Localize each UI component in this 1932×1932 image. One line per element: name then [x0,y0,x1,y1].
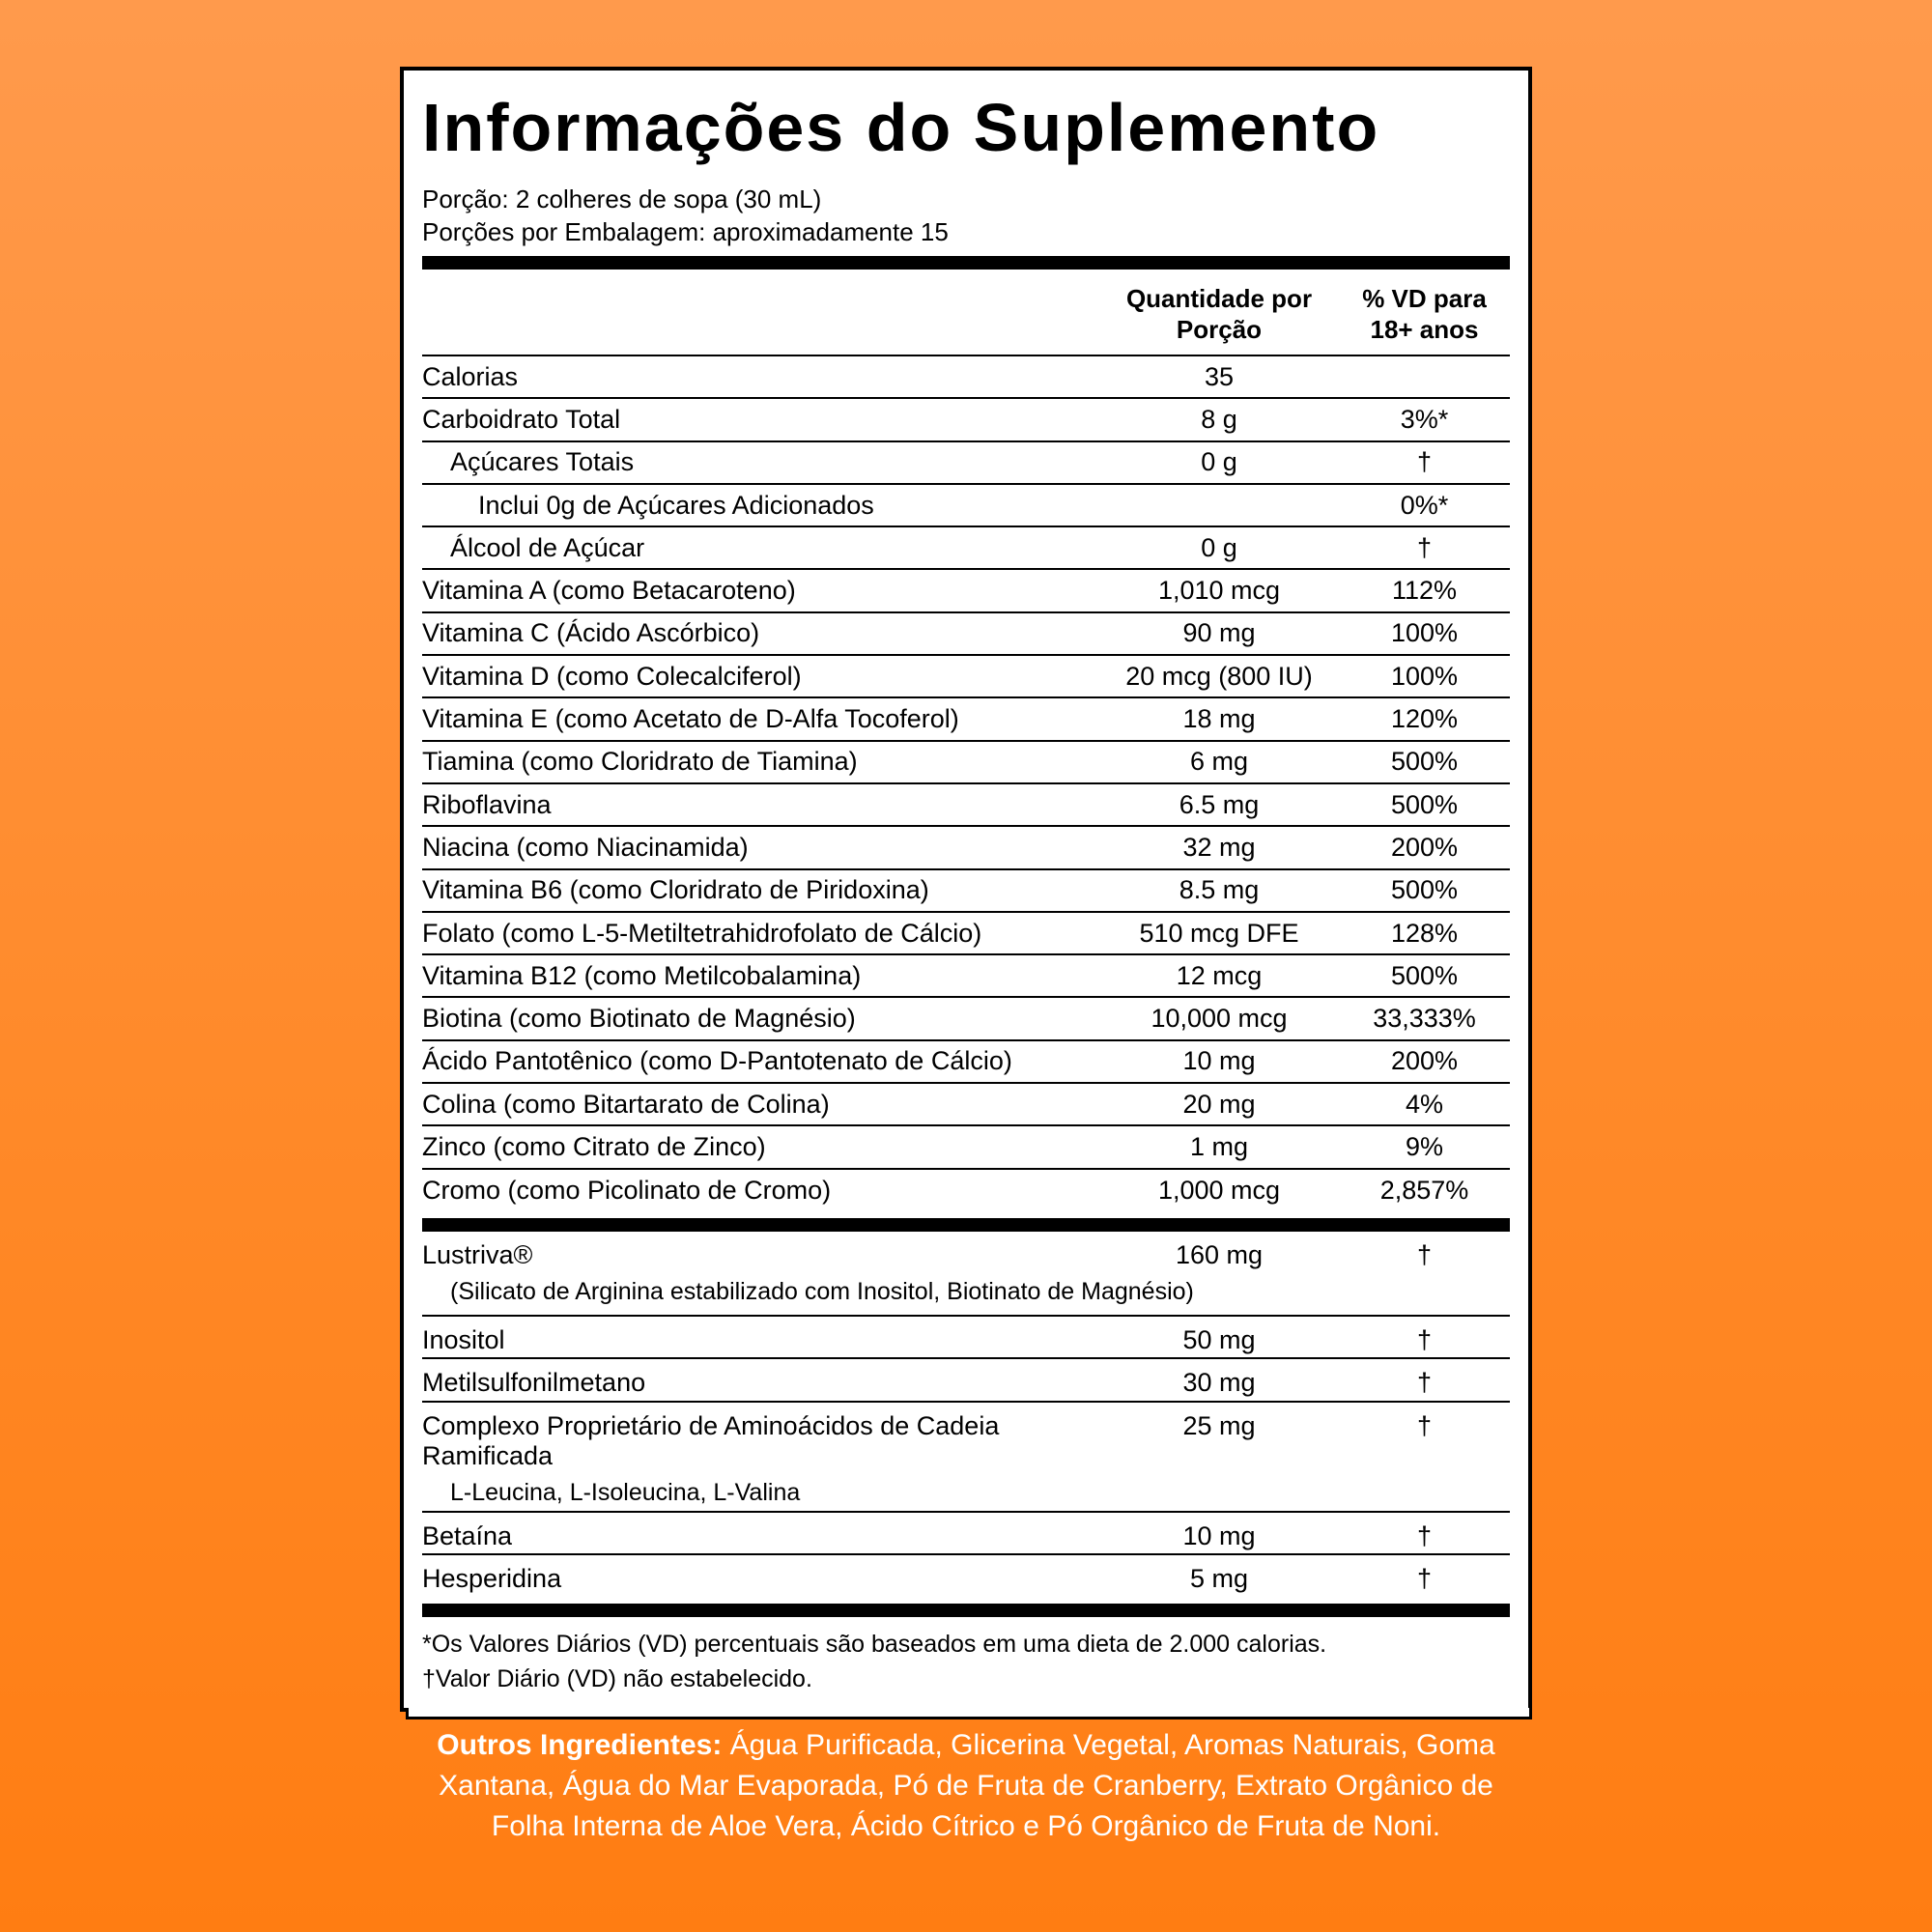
blend-dv: † [1416,1239,1433,1269]
nutrient-amount: 10 mg [1182,1046,1256,1076]
nutrient-amount: 8 g [1201,404,1237,434]
divider-thick [422,1604,1510,1617]
nutrient-table [422,356,1510,1212]
blend-name: Hesperidina [422,1563,562,1593]
nutrient-amount: 10,000 mcg [1151,1004,1288,1034]
nutrient-row [422,698,1510,741]
nutrient-dv: 500% [1390,789,1459,819]
nutrient-dv: 100% [1390,618,1459,648]
nutrient-name: Vitamina A (como Betacaroteno) [422,576,796,606]
nutrient-dv: 200% [1390,1046,1459,1076]
nutrient-amount: 1,000 mcg [1157,1176,1281,1206]
nutrient-name: Inclui 0g de Açúcares Adicionados [478,490,874,520]
blend-amount: 160 mg [1175,1239,1264,1269]
nutrient-name: Álcool de Açúcar [450,532,645,562]
blend-name-cell [422,1368,1103,1398]
nutrient-row [422,356,1510,399]
blend-dv: † [1416,1410,1433,1440]
nutrient-amount: 1,010 mcg [1157,576,1281,606]
header-amount-line1: Quantidade por [1125,284,1313,313]
nutrient-amount: 20 mcg (800 IU) [1125,661,1313,691]
blend-subtext: L-Leucina, L-Isoleucina, L-Valina [450,1478,801,1506]
nutrient-row [422,913,1510,955]
nutrient-name: Vitamina E (como Acetato de D-Alfa Tocoferol) [422,704,959,734]
nutrient-dv: 120% [1390,704,1459,734]
blend-name-cell [422,1239,1194,1306]
footnotes [422,1627,1510,1696]
nutrient-amount: 6 mg [1189,747,1249,777]
blend-amount: 50 mg [1182,1324,1256,1354]
nutrient-dv: 112% [1391,576,1458,606]
nutrient-name: Colina (como Bitartarato de Colina) [422,1089,830,1119]
nutrient-amount: 12 mcg [1176,960,1263,990]
nutrient-amount: 90 mg [1182,618,1256,648]
blend-name-cell [422,1411,1103,1507]
nutrient-name: Niacina (como Niacinamida) [422,832,749,862]
nutrient-amount: 0 g [1201,532,1237,562]
blend-dv: † [1416,1368,1433,1398]
nutrient-row [422,570,1510,612]
nutrient-row [422,742,1510,784]
serving-info [422,183,1510,248]
servings-per-container: Porções por Embalagem: aproximadamente 15 [422,217,949,246]
nutrient-amount: 6.5 mg [1179,789,1260,819]
header-amount-line2: Porção [1176,315,1263,344]
header-dv-line1: % VD para [1362,284,1487,313]
blend-name-cell [422,1325,1103,1355]
blend-name: Lustriva® [422,1239,533,1269]
panel-title: Informações do Suplemento [422,90,1380,165]
nutrient-dv: 200% [1390,832,1459,862]
table-header [422,270,1510,356]
nutrient-dv: 100% [1390,661,1459,691]
nutrient-dv: 0%* [1400,490,1449,520]
blend-name: Complexo Proprietário de Aminoácidos de Cadeia Ramificada [422,1410,1000,1470]
nutrient-amount: 32 mg [1182,832,1256,862]
blend-table [422,1232,1510,1598]
blend-name: Betaína [422,1520,513,1550]
nutrient-amount: 1 mg [1189,1131,1249,1161]
nutrient-amount: 0 g [1201,447,1237,477]
nutrient-name: Calorias [422,361,519,391]
nutrient-name: Cromo (como Picolinato de Cromo) [422,1176,832,1206]
divider-thick [422,1218,1510,1232]
nutrient-name: Vitamina B12 (como Metilcobalamina) [422,960,862,990]
blend-row [422,1232,1510,1317]
blend-row [422,1403,1510,1513]
nutrient-row [422,656,1510,698]
nutrient-name: Carboidrato Total [422,404,621,434]
serving-size: Porção: 2 colheres de sopa (30 mL) [422,185,822,213]
nutrient-amount: 18 mg [1182,704,1256,734]
blend-name-cell [422,1564,1103,1594]
nutrient-name: Açúcares Totais [450,447,635,477]
nutrient-dv: † [1416,532,1433,562]
nutrient-dv: 128% [1390,918,1459,948]
divider-thick [422,256,1510,270]
panel-bottom-edge [406,1708,1532,1719]
nutrient-row [422,1126,1510,1169]
blend-amount: 25 mg [1182,1410,1256,1440]
nutrient-row [422,827,1510,869]
other-ingredients-heading: Outros Ingredientes: [437,1729,723,1761]
nutrient-row [422,784,1510,827]
blend-row [422,1317,1510,1359]
nutrient-amount: 35 [1204,361,1235,391]
nutrient-row [422,442,1510,485]
supplement-facts-panel [400,67,1532,1712]
nutrient-amount: 8.5 mg [1179,875,1260,905]
nutrient-row [422,1041,1510,1084]
nutrient-row [422,613,1510,656]
blend-amount: 10 mg [1182,1520,1256,1550]
nutrient-dv: 500% [1390,960,1459,990]
header-dv-line2: 18+ anos [1370,315,1479,344]
blend-row [422,1555,1510,1598]
nutrient-row [422,527,1510,570]
nutrient-dv: 500% [1390,747,1459,777]
nutrient-row [422,485,1510,527]
header-amount [1103,283,1335,345]
nutrient-row [422,1170,1510,1212]
nutrient-dv: 500% [1390,875,1459,905]
nutrient-dv: 33,333% [1373,1004,1476,1034]
blend-name: Inositol [422,1324,505,1354]
other-ingredients [400,1725,1532,1847]
nutrient-name: Vitamina B6 (como Cloridrato de Piridoxina) [422,875,929,905]
nutrient-dv: 3%* [1400,404,1449,434]
blend-amount: 30 mg [1182,1368,1256,1398]
blend-dv: † [1416,1563,1433,1593]
nutrient-name: Zinco (como Citrato de Zinco) [422,1131,766,1161]
nutrient-dv: 2,857% [1379,1176,1469,1206]
nutrient-row [422,998,1510,1040]
blend-dv: † [1416,1324,1433,1354]
nutrient-row [422,955,1510,998]
nutrient-name: Riboflavina [422,789,552,819]
nutrient-name: Vitamina C (Ácido Ascórbico) [422,618,760,648]
blend-row [422,1513,1510,1555]
nutrient-row [422,399,1510,441]
nutrient-row [422,870,1510,913]
other-ingredients-text: Água Purificada, Glicerina Vegetal, Aromas Naturais, Goma Xantana, Água do Mar Evaporada, Pó de Fruta de Cranberry, Extrato Orgânico de Folha Interna de Aloe Vera, Ácido Cítrico e Pó Orgânico de Fruta de Noni. [439,1729,1495,1842]
nutrient-dv: † [1416,447,1433,477]
blend-subtext: (Silicato de Arginina estabilizado com Inositol, Biotinato de Magnésio) [450,1277,1194,1305]
nutrient-amount: 20 mg [1182,1089,1256,1119]
blend-name-cell [422,1521,1103,1551]
blend-dv: † [1416,1520,1433,1550]
header-dv [1335,283,1514,345]
footnote-dv-not-established: †Valor Diário (VD) não estabelecido. [422,1665,812,1693]
nutrient-name: Biotina (como Biotinato de Magnésio) [422,1004,856,1034]
nutrient-amount: 510 mcg DFE [1139,918,1299,948]
nutrient-name: Ácido Pantotênico (como D-Pantotenato de Cálcio) [422,1046,1012,1076]
blend-amount: 5 mg [1189,1563,1249,1593]
nutrient-name: Tiamina (como Cloridrato de Tiamina) [422,747,858,777]
nutrient-dv: 4% [1405,1089,1444,1119]
blend-name: Metilsulfonilmetano [422,1368,646,1398]
nutrient-row [422,1084,1510,1126]
blend-row [422,1359,1510,1402]
nutrient-name: Vitamina D (como Colecalciferol) [422,661,802,691]
nutrient-dv: 9% [1405,1131,1444,1161]
footnote-dv-basis: *Os Valores Diários (VD) percentuais são baseados em uma dieta de 2.000 calorias. [422,1631,1327,1659]
nutrient-name: Folato (como L-5-Metiltetrahidrofolato de Cálcio) [422,918,982,948]
